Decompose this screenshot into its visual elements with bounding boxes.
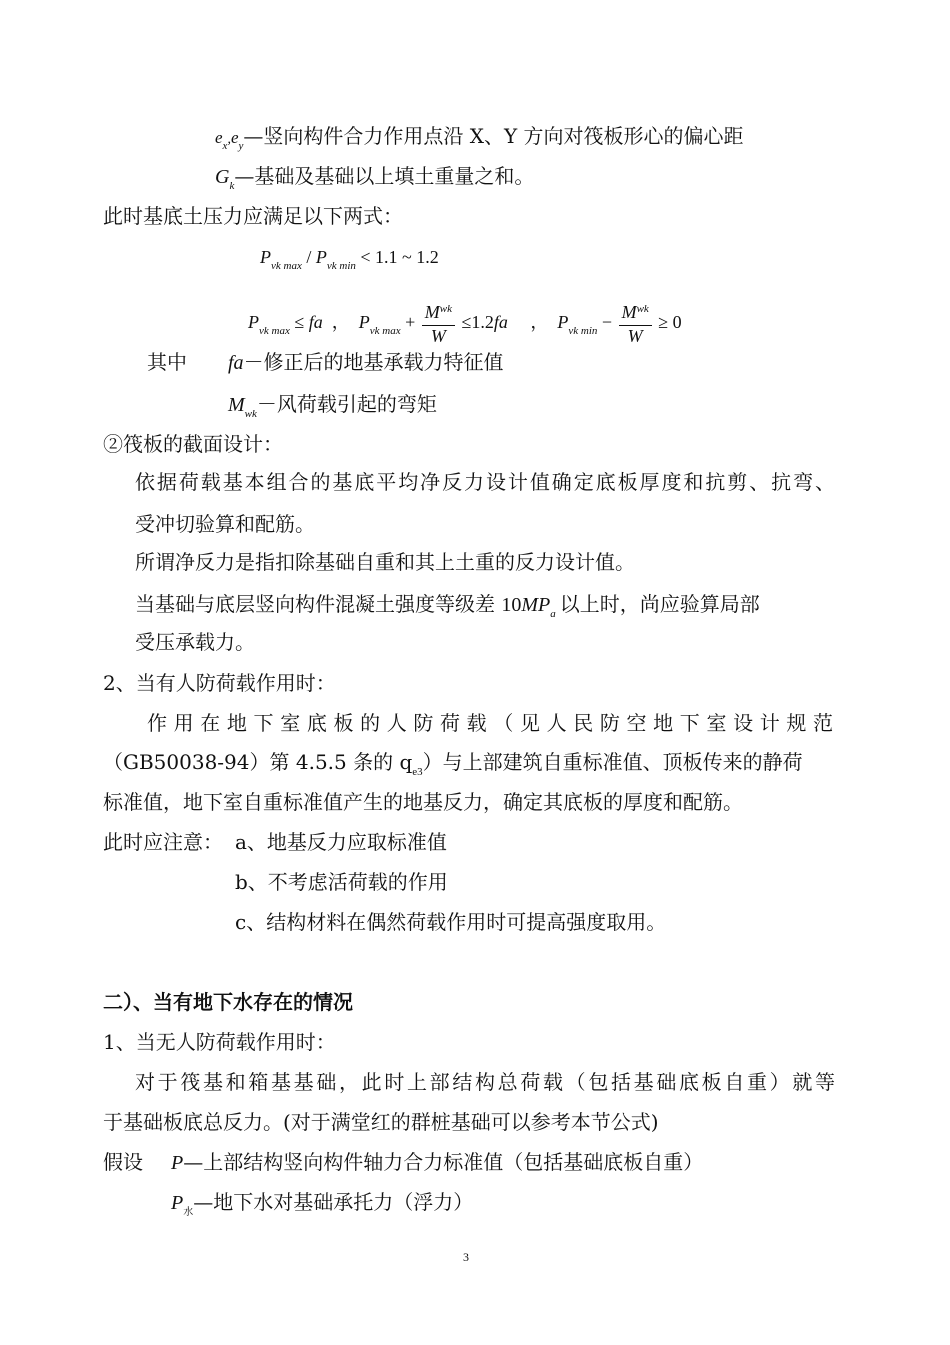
note-item: b、不考虑活荷载的作用 <box>235 870 448 894</box>
operator: − <box>597 312 617 333</box>
subsection-heading: 2、当有人防荷载作用时： <box>103 671 336 695</box>
definition-text: －风荷载引起的弯矩 <box>256 392 437 416</box>
where-label: 其中 <box>147 350 187 374</box>
paragraph: 作用在地下室底板的人防荷载（见人民防空地下室设计规范 <box>147 711 833 735</box>
assume-label: 假设 <box>103 1150 143 1174</box>
equation-conditions <box>248 302 682 346</box>
subscript: y <box>238 140 244 152</box>
subscript: vk min <box>326 260 356 272</box>
section-title: 二）、当有地下水存在的情况 <box>103 990 353 1014</box>
subscript: 水 <box>183 1207 194 1218</box>
paragraph: 对于筏基和箱基基础，此时上部结构总荷载（包括基础底板自重）就等 <box>135 1070 835 1094</box>
note-label: 此时应注意： <box>103 830 223 854</box>
text: 当基础与底层竖向构件混凝土强度等级差 <box>135 592 495 616</box>
operator: / <box>301 247 316 267</box>
symbol-p: P <box>171 1152 184 1174</box>
symbol-g: G <box>215 166 230 188</box>
text: 以上时，尚应验算局部 <box>559 592 760 616</box>
fraction <box>422 302 455 346</box>
subscript: vk min <box>568 325 598 338</box>
equation-ratio <box>260 246 439 271</box>
symbol-p: P <box>358 312 370 333</box>
fa-definition <box>228 350 504 375</box>
symbol-fa: fa <box>228 352 244 374</box>
subscript: wk <box>244 408 257 420</box>
symbol-p: P <box>557 312 569 333</box>
subscript: vk max <box>369 325 401 338</box>
note-item: c、结构材料在偶然荷载作用时可提高强度取用。 <box>235 910 667 934</box>
paragraph <box>103 750 803 778</box>
text: ）与上部建筑自重标准值、顶板传来的静荷 <box>422 750 803 774</box>
paragraph: 于基础板底总反力。(对于满堂红的群桩基础可以参考本节公式) <box>103 1110 659 1134</box>
paragraph <box>135 592 760 620</box>
symbol-e: e <box>215 128 223 147</box>
equation-rhs: < 1.1 ~ 1.2 <box>355 247 439 267</box>
subscript: vk max <box>259 325 290 338</box>
unit: MP <box>521 594 551 616</box>
text: （GB50038-94）第 4.5.5 条的 q <box>103 750 413 774</box>
separator: ， <box>507 312 558 333</box>
p-water-definition <box>171 1190 473 1219</box>
subscript: wk <box>439 303 452 315</box>
note-item: a、地基反力应取标准值 <box>235 830 447 854</box>
definition-text: —上部结构竖向构件轴力合力标准值（包括基础底板自重） <box>183 1150 704 1174</box>
number: 10 <box>501 594 522 616</box>
paragraph: 受压承载力。 <box>135 630 255 654</box>
symbol-fa: fa <box>493 312 508 333</box>
symbol-m: M <box>228 394 245 416</box>
symbol-p: P <box>248 312 259 333</box>
comma: , <box>227 132 231 147</box>
subscript: vk max <box>271 260 302 272</box>
paragraph: 此时基底土压力应满足以下两式： <box>103 204 403 228</box>
paragraph: 所谓净反力是指扣除基础自重和其上土重的反力设计值。 <box>135 550 635 574</box>
subsection-heading: 1、当无人防荷载作用时： <box>103 1030 336 1054</box>
symbol-m: M <box>424 302 440 322</box>
symbol-e: e <box>230 128 239 147</box>
subscript: a <box>550 608 556 620</box>
subsection-heading: ②筏板的截面设计： <box>103 432 283 456</box>
symbol-p: P <box>171 1192 184 1214</box>
definition-text: －修正后的地基承载力特征值 <box>243 350 504 374</box>
symbol-p: P <box>315 247 327 267</box>
paragraph: 依据荷载基本组合的基底平均净反力设计值确定底板厚度和抗剪、抗弯、 <box>135 470 835 494</box>
operator: + <box>400 312 420 333</box>
page-number: 3 <box>463 1250 469 1264</box>
p-definition <box>171 1150 703 1175</box>
symbol-fa: fa <box>308 312 323 333</box>
paragraph: 受冲切验算和配筋。 <box>135 512 315 536</box>
subscript: wk <box>636 303 649 315</box>
symbol-w: W <box>430 326 446 346</box>
separator: ， <box>322 312 359 333</box>
definition-text: —地下水对基础承托力（浮力） <box>193 1190 474 1214</box>
mwk-definition <box>228 392 437 420</box>
subscript: k <box>229 180 235 192</box>
operator: ≤1.2 <box>456 312 494 333</box>
operator: ≤ <box>289 312 309 333</box>
definition-text: —基础及基础以上填土重量之和。 <box>234 164 535 188</box>
subscript: x <box>222 140 228 152</box>
definition-text: —竖向构件合力作用点沿 X、Y 方向对筏板形心的偏心距 <box>243 124 744 148</box>
subscript: e3 <box>412 766 423 778</box>
gk-definition <box>215 164 534 192</box>
operator: ≥ 0 <box>653 312 682 333</box>
eccentricity-definition <box>215 124 744 152</box>
symbol-p: P <box>260 247 271 267</box>
fraction <box>619 302 652 346</box>
paragraph: 标准值，地下室自重标准值产生的地基反力，确定其底板的厚度和配筋。 <box>103 790 743 814</box>
symbol-m: M <box>621 302 637 322</box>
symbol-w: W <box>627 326 643 346</box>
